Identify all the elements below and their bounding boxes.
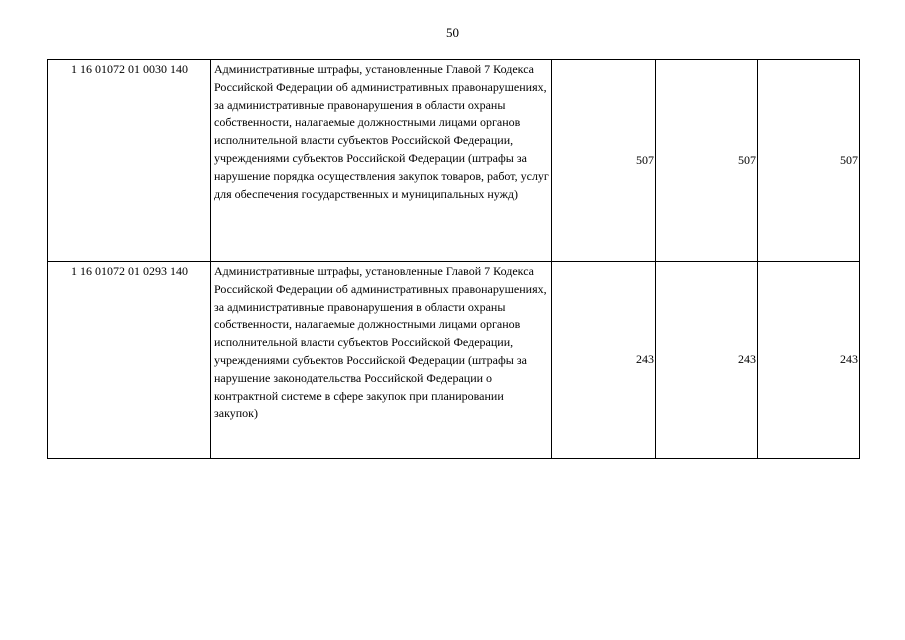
table-row [48,262,860,459]
description-cell: Административные штрафы, установленные Главой 7 Кодекса Российской Федерации об административных правонарушениях, за административные правонарушения в области охраны собственности, налагаемые должностными лицами органов исполнительной власти субъектов Российской Федерации, учреждениями субъектов Российской Федерации (штрафы за нарушение законодательства Российской Федерации о контрактной системе в сфере закупок при планировании закупок) [211,262,552,459]
page-number: 50 [446,25,459,40]
value-cell-year-2: 243 [656,262,758,459]
table-row [48,60,860,262]
value-cell-year-1: 507 [552,60,656,262]
value-cell-year-2: 507 [656,60,758,262]
budget-code-cell: 1 16 01072 01 0030 140 [48,60,211,262]
budget-table [47,59,860,459]
budget-code-cell: 1 16 01072 01 0293 140 [48,262,211,459]
description-cell: Административные штрафы, установленные Главой 7 Кодекса Российской Федерации об административных правонарушениях, за административные правонарушения в области охраны собственности, налагаемые должностными лицами органов исполнительной власти субъектов Российской Федерации, учреждениями субъектов Российской Федерации (штрафы за нарушение порядка осуществления закупок товаров, работ, услуг для обеспечения государственных и муниципальных нужд) [211,60,552,262]
value-cell-year-1: 243 [552,262,656,459]
value-cell-year-3: 507 [758,60,860,262]
value-cell-year-3: 243 [758,262,860,459]
